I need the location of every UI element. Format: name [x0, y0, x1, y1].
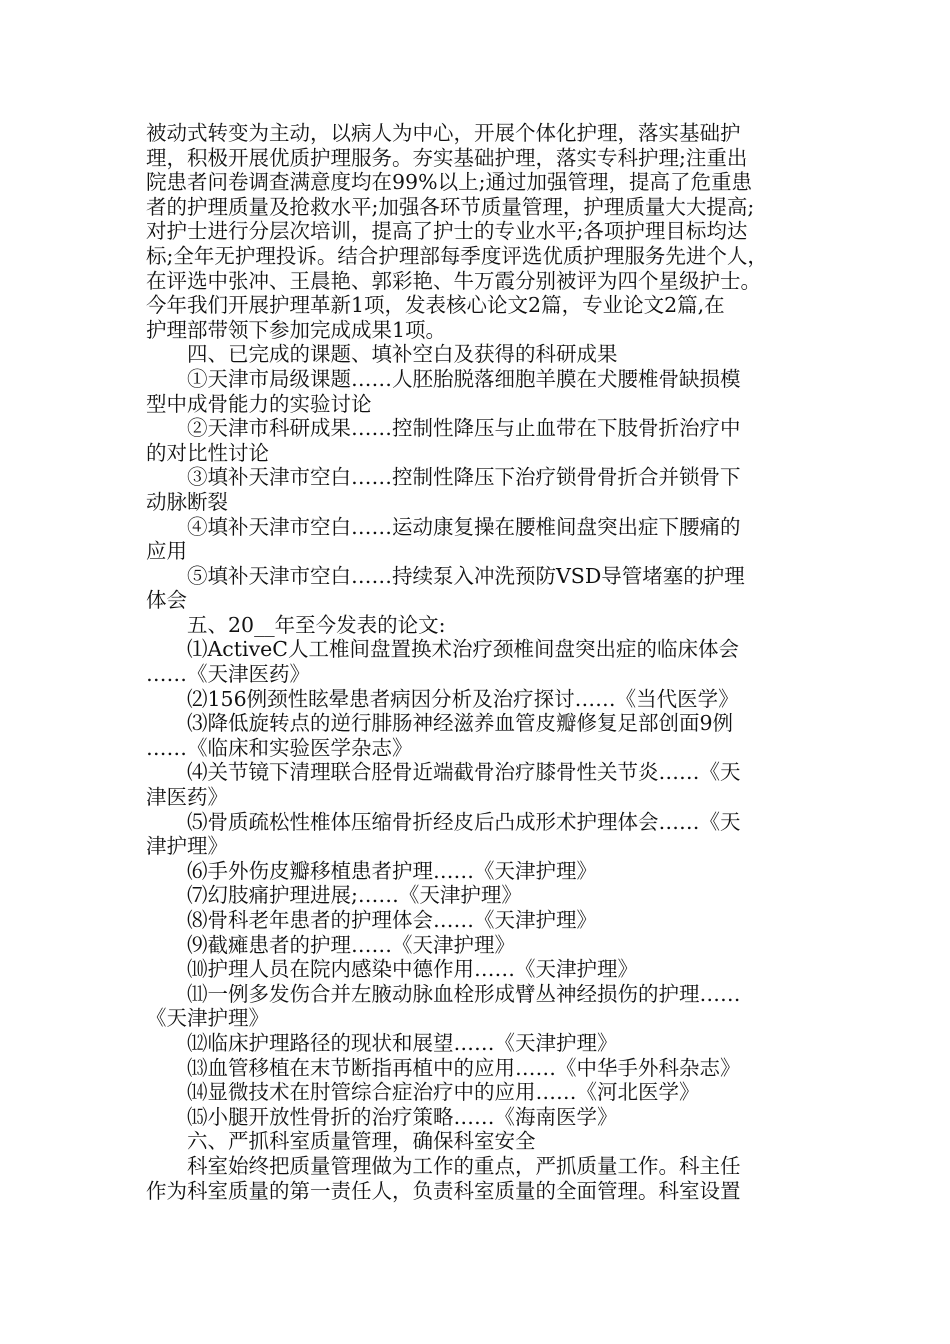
section-6-paragraph: 科室始终把质量管理做为工作的重点，严抓质量工作。科主任 作为科室质量的第一责任人，负责科室质量的全面管理。科室设置	[146, 1153, 741, 1203]
text-line: 被动式转变为主动，以病人为中心，开展个体化护理，落实基础护	[146, 121, 741, 145]
section-4-heading: 四、已完成的课题、填补空白及获得的科研成果	[187, 342, 618, 367]
intro-paragraph	[146, 121, 810, 342]
list-item: ⑿临床护理路径的现状和展望……《天津护理》	[187, 1030, 618, 1055]
section-6-heading: 六、严抓科室质量管理，确保科室安全	[187, 1129, 536, 1154]
text-line: 今年我们开展护理革新1项，发表核心论文2篇，专业论文2篇,在	[146, 293, 725, 318]
text-line: 标;全年无护理投诉。结合护理部每季度评选优质护理服务先进个人，	[146, 243, 768, 268]
list-item: ⑼截瘫患者的护理……《天津护理》	[187, 932, 515, 957]
list-item: ⑶降低旋转点的逆行腓肠神经滋养血管皮瓣修复足部创面9例 ……《临床和实验医学杂志》	[146, 711, 734, 760]
list-item: ⒂小腿开放性骨折的治疗策略……《海南医学》	[187, 1104, 618, 1129]
list-item: ⒀血管移植在末节断指再植中的应用……《中华手外科杂志》	[187, 1055, 741, 1080]
text-line: 理，积极开展优质护理服务。夯实基础护理，落实专科护理;注重出	[146, 145, 748, 170]
list-item: ⑻骨科老年患者的护理体会……《天津护理》	[187, 908, 597, 932]
section-4-list	[146, 367, 810, 613]
list-item: ⑴ActiveC人工椎间盘置换术治疗颈椎间盘突出症的临床体会 ……《天津医药》	[146, 637, 739, 687]
list-item: ⑺幻肢痛护理进展;……《天津护理》	[187, 883, 522, 908]
text-line: 对护士进行分层次培训，提高了护士的专业水平;各项护理目标均达	[146, 219, 748, 244]
text-line: 护理部带领下参加完成成果1项。	[146, 317, 447, 342]
list-item: ⑵156例颈性眩晕患者病因分析及治疗探讨……《当代医学》	[187, 686, 739, 711]
list-item: ②天津市科研成果……控制性降压与止血带在下肢骨折治疗中 的对比性讨论	[146, 416, 741, 465]
text-line: 院患者问卷调查满意度均在99%以上;通过加强管理，提高了危重患	[146, 170, 752, 195]
list-item: ⑽护理人员在院内感染中德作用……《天津护理》	[187, 957, 638, 982]
text-line: 者的护理质量及抢救水平;加强各环节质量管理，护理质量大大提高;	[146, 194, 755, 219]
section-5-heading: 五、20__年至今发表的论文:	[187, 612, 446, 637]
list-item: ⑤填补天津市空白……持续泵入冲洗预防VSD导管堵塞的护理 体会	[146, 563, 745, 613]
document-page	[146, 121, 810, 1203]
section-5-list	[146, 637, 810, 1129]
list-item: ⒁显微技术在肘管综合症治疗中的应用……《河北医学》	[187, 1080, 700, 1105]
list-item: ⑹手外伤皮瓣移植患者护理……《天津护理》	[187, 858, 597, 883]
list-item: ⑾一例多发伤合并左腋动脉血栓形成臂丛神经损伤的护理…… 《天津护理》	[146, 981, 741, 1031]
list-item: ④填补天津市空白……运动康复操在腰椎间盘突出症下腰痛的 应用	[146, 514, 741, 564]
text-line: 在评选中张冲、王晨艳、郭彩艳、牛万霞分别被评为四个星级护士。	[146, 268, 761, 293]
list-item: ③填补天津市空白……控制性降压下治疗锁骨骨折合并锁骨下 动脉断裂	[146, 465, 741, 514]
list-item: ⑷关节镜下清理联合胫骨近端截骨治疗膝骨性关节炎……《天 津医药》	[146, 760, 741, 810]
list-item: ①天津市局级课题……人胚胎脱落细胞羊膜在犬腰椎骨缺损模 型中成骨能力的实验讨论	[146, 366, 741, 416]
list-item: ⑸骨质疏松性椎体压缩骨折经皮后凸成形术护理体会……《天 津护理》	[146, 809, 741, 859]
